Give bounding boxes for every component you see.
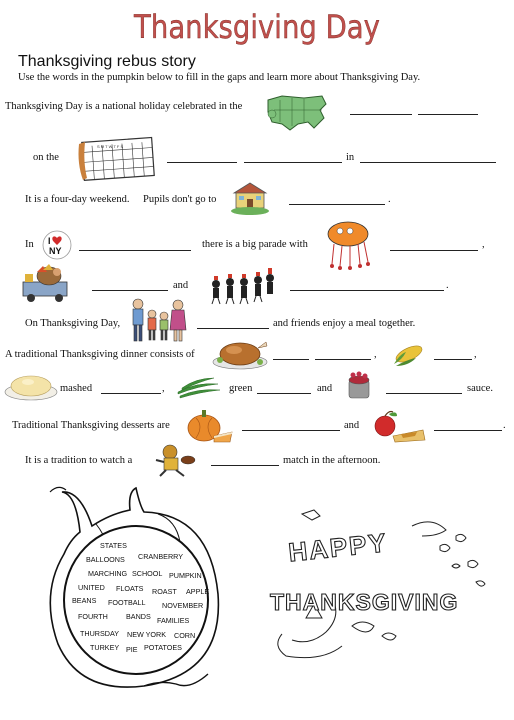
- usa-map-picture: [264, 88, 330, 134]
- story-line-8d: and: [317, 383, 333, 394]
- story-line-9a: Traditional Thanksgiving desserts are: [12, 420, 170, 431]
- word-bank-item: STATES: [100, 541, 127, 550]
- logo-ny: NY: [49, 246, 62, 256]
- i-love-ny-logo: [40, 230, 74, 260]
- parade-balloon-picture: [322, 218, 374, 272]
- story-line-6a: On Thanksgiving Day,: [25, 318, 121, 329]
- word-bank-item: FAMILIES: [157, 616, 190, 625]
- answer-blank[interactable]: [211, 465, 279, 466]
- answer-blank[interactable]: [242, 430, 340, 431]
- answer-blank[interactable]: [360, 162, 496, 163]
- story-line-6b: and friends enjoy a meal together.: [273, 318, 416, 329]
- answer-blank[interactable]: [418, 114, 478, 115]
- word-bank-item: FOOTBALL: [108, 598, 146, 607]
- corn-picture: [392, 340, 426, 368]
- word-bank-item: UNITED: [78, 583, 105, 592]
- answer-blank[interactable]: [273, 359, 309, 360]
- word-bank-item: MARCHING: [88, 569, 128, 578]
- answer-blank[interactable]: [434, 359, 472, 360]
- word-bank-item: POTATOES: [144, 643, 182, 652]
- answer-blank[interactable]: [101, 393, 161, 394]
- answer-blank[interactable]: [315, 359, 371, 360]
- pumpkin-pie-picture: [184, 406, 234, 446]
- word-bank-item: BANDS: [126, 612, 151, 621]
- artwork-thanksgiving: THANKSGIVING: [270, 589, 459, 615]
- answer-blank[interactable]: [390, 250, 478, 251]
- story-line-2b: in: [346, 152, 355, 163]
- page-title: Thanksgiving Day: [134, 8, 380, 46]
- story-line-8b: ,: [162, 383, 165, 394]
- apple-pie-picture: [371, 408, 429, 444]
- story-line-10b: match in the afternoon.: [283, 455, 381, 466]
- story-line-1: Thanksgiving Day is a national holiday celebrated in the: [5, 101, 243, 112]
- word-bank-item: CRANBERRY: [138, 552, 183, 561]
- answer-blank[interactable]: [289, 204, 385, 205]
- answer-blank[interactable]: [79, 250, 191, 251]
- word-bank-item: CORN: [174, 631, 196, 640]
- story-line-8a: mashed: [60, 383, 93, 394]
- happy-thanksgiving-artwork: [262, 506, 498, 662]
- story-line-3c: .: [388, 194, 391, 205]
- word-bank-item: PIE: [126, 645, 138, 654]
- answer-blank[interactable]: [244, 162, 342, 163]
- word-bank-item: NOVEMBER: [162, 601, 204, 610]
- logo-i: I: [48, 236, 51, 246]
- pumpkin-word-bank: [40, 484, 230, 704]
- story-line-5b: .: [446, 280, 449, 291]
- story-line-9c: .: [503, 420, 506, 431]
- answer-blank[interactable]: [434, 430, 502, 431]
- instructions: Use the words in the pumpkin below to fill in the gaps and learn more about Thanksgiving Day.: [18, 72, 421, 83]
- story-line-8e: sauce.: [467, 383, 493, 394]
- word-bank-item: PUMPKIN: [169, 571, 202, 580]
- story-line-7b: ,: [374, 349, 377, 360]
- answer-blank[interactable]: [290, 290, 444, 291]
- story-line-3a: It is a four-day weekend.: [25, 194, 130, 205]
- word-bank-item: TURKEY: [90, 643, 120, 652]
- story-line-2a: on the: [33, 152, 59, 163]
- answer-blank[interactable]: [257, 393, 311, 394]
- word-bank-item: FOURTH: [78, 612, 108, 621]
- family-picture: [128, 296, 188, 344]
- calendar-picture: [77, 134, 159, 184]
- story-line-7c: ,: [474, 349, 477, 360]
- answer-blank[interactable]: [350, 114, 412, 115]
- school-picture: [230, 180, 270, 216]
- story-line-8c: green: [229, 383, 253, 394]
- calendar-heading: S M T W T F S: [97, 144, 124, 149]
- word-bank-item: FLOATS: [116, 584, 144, 593]
- word-bank-item: SCHOOL: [132, 569, 163, 578]
- cranberry-sauce-picture: [344, 370, 374, 402]
- answer-blank[interactable]: [386, 393, 462, 394]
- story-line-4c: ,: [482, 239, 485, 250]
- answer-blank[interactable]: [167, 162, 237, 163]
- artwork-happy: HAPPY: [286, 527, 390, 568]
- roast-turkey-picture: [212, 338, 268, 370]
- story-line-4b: there is a big parade with: [202, 239, 308, 250]
- story-line-5a: and: [173, 280, 189, 291]
- word-bank-item: BALLOONS: [86, 555, 125, 564]
- section-heading: Thanksgiving rebus story: [18, 53, 196, 70]
- word-bank-item: NEW YORK: [127, 630, 167, 639]
- word-bank-item: APPLE: [186, 587, 210, 596]
- mashed-potatoes-picture: [4, 370, 58, 402]
- marching-band-picture: [206, 266, 280, 306]
- story-line-4a: In: [25, 239, 34, 250]
- word-bank-item: BEANS: [72, 596, 97, 605]
- story-line-7a: A traditional Thanksgiving dinner consists of: [5, 349, 195, 360]
- story-line-3b: Pupils don't go to: [143, 194, 217, 205]
- green-beans-picture: [176, 374, 222, 400]
- parade-float-picture: [17, 264, 73, 306]
- answer-blank[interactable]: [197, 328, 269, 329]
- story-line-10a: It is a tradition to watch a: [25, 455, 133, 466]
- word-bank-item: ROAST: [152, 587, 177, 596]
- football-player-picture: [152, 442, 200, 478]
- answer-blank[interactable]: [92, 290, 168, 291]
- word-bank-item: THURSDAY: [80, 629, 120, 638]
- story-line-9b: and: [344, 420, 360, 431]
